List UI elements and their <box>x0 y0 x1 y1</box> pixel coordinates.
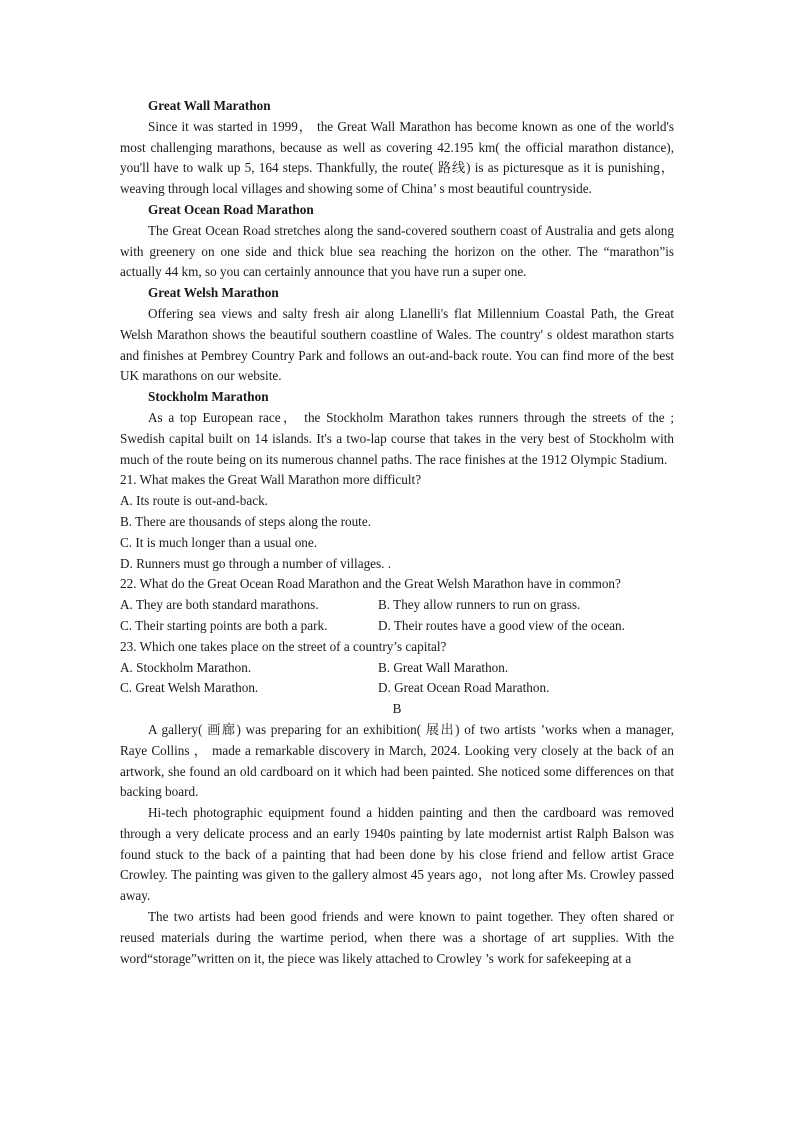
question-22-options-row-2 <box>120 616 674 637</box>
question-23-option-c: C. Great Welsh Marathon. <box>120 680 259 696</box>
question-21-option-a: A. Its route is out-and-back. <box>120 493 268 509</box>
question-21-stem: 21. What makes the Great Wall Marathon more difficult? <box>120 472 422 488</box>
document-page <box>120 96 674 969</box>
question-23-option-a: A. Stockholm Marathon. <box>120 659 252 675</box>
section-title-stockholm: Stockholm Marathon <box>148 389 269 405</box>
question-22-option-b: B. They allow runners to run on grass. <box>378 597 581 613</box>
section-title-great-wall: Great Wall Marathon <box>148 98 271 113</box>
question-22-option-d: D. Their routes have a good view of the ocean. <box>378 617 625 633</box>
section-body-great-welsh: Offering sea views and salty fresh air along Llanelli's flat Millennium Coastal Path, the Great Welsh Marathon shows the beautiful southern coastline of Wales. The country' s oldest marathon starts and finishes at Pembrey Country Park and follows an out-and-back route. You can find more of the best UK marathons on our website. <box>120 305 674 384</box>
section-title-great-ocean: Great Ocean Road Marathon <box>148 201 314 217</box>
question-23-options-row-2 <box>120 678 674 699</box>
question-22-options-row-1 <box>120 595 674 616</box>
passage-b-paragraph-2: Hi-tech photographic equipment found a hidden painting and then the cardboard was removed through a very delicate process and an early 1940s painting by late modernist artist Ralph Balson was found stuck to the back of a painting that had been done by his close friend and fellow artist Grace Crowley. The painting was given to the gallery almost 45 years ago，not long after Ms. Crowley passed away. <box>120 805 674 904</box>
passage-b-label: B <box>392 701 402 717</box>
question-21-option-d: D. Runners must go through a number of villages. . <box>120 555 392 571</box>
section-body-stockholm: As a top European race， the Stockholm Marathon takes runners through the streets of the ; Swedish capital built on 14 islands. It's a two-lap course that takes in the very best of Stockholm with much of the route being on its numerous channel paths. The race finishes at the 1912 Olympic Stadium. <box>120 409 674 467</box>
question-23-stem: 23. Which one takes place on the street of a country’s capital? <box>120 638 447 654</box>
section-title-great-welsh: Great Welsh Marathon <box>148 285 279 301</box>
question-21-option-b: B. There are thousands of steps along the route. <box>120 513 371 529</box>
section-body-great-wall: Since it was started in 1999， the Great Wall Marathon has become known as one of the world's most challenging marathons, because as well as covering 42.195 km( the official marathon distance), you'll have to walk up 5, 164 steps. Thankfully, the route( 路线) is as picturesque as it is punishing， weaving through local villages and showing some of China’ s most beautiful countryside. <box>120 118 674 197</box>
question-21-option-c: C. It is much longer than a usual one. <box>120 534 318 550</box>
question-22-option-a: A. They are both standard marathons. <box>120 597 319 613</box>
passage-b-paragraph-3: The two artists had been good friends and were known to paint together. They often shared or reused materials during the wartime period, when there was a shortage of art supplies. With the word“storage”written on it, the piece was likely attached to Crowley ’s work for safekeeping at a <box>120 909 674 966</box>
question-22-option-c: C. Their starting points are both a park. <box>120 617 328 633</box>
question-23-option-d: D. Great Ocean Road Marathon. <box>378 680 550 696</box>
question-22-stem: 22. What do the Great Ocean Road Marathon and the Great Welsh Marathon have in common? <box>120 576 621 592</box>
section-body-great-ocean: The Great Ocean Road stretches along the sand-covered southern coast of Australia and gets along with greenery on one side and thick blue sea reaching the horizon on the other. The “marathon”is actually 44 km, so you can certainly announce that you have run a super one. <box>120 222 674 280</box>
passage-b-paragraph-1: A gallery( 画廊) was preparing for an exhibition( 展出) of two artists ’works when a manager, Raye Collins ， made a remarkable discovery in March, 2024. Looking very closely at the back of an artwork, she found an old cardboard on it which had been painted. She noticed some differences on that backing board. <box>120 721 674 800</box>
question-23-options-row-1 <box>120 658 674 679</box>
question-23-option-b: B. Great Wall Marathon. <box>378 659 509 675</box>
